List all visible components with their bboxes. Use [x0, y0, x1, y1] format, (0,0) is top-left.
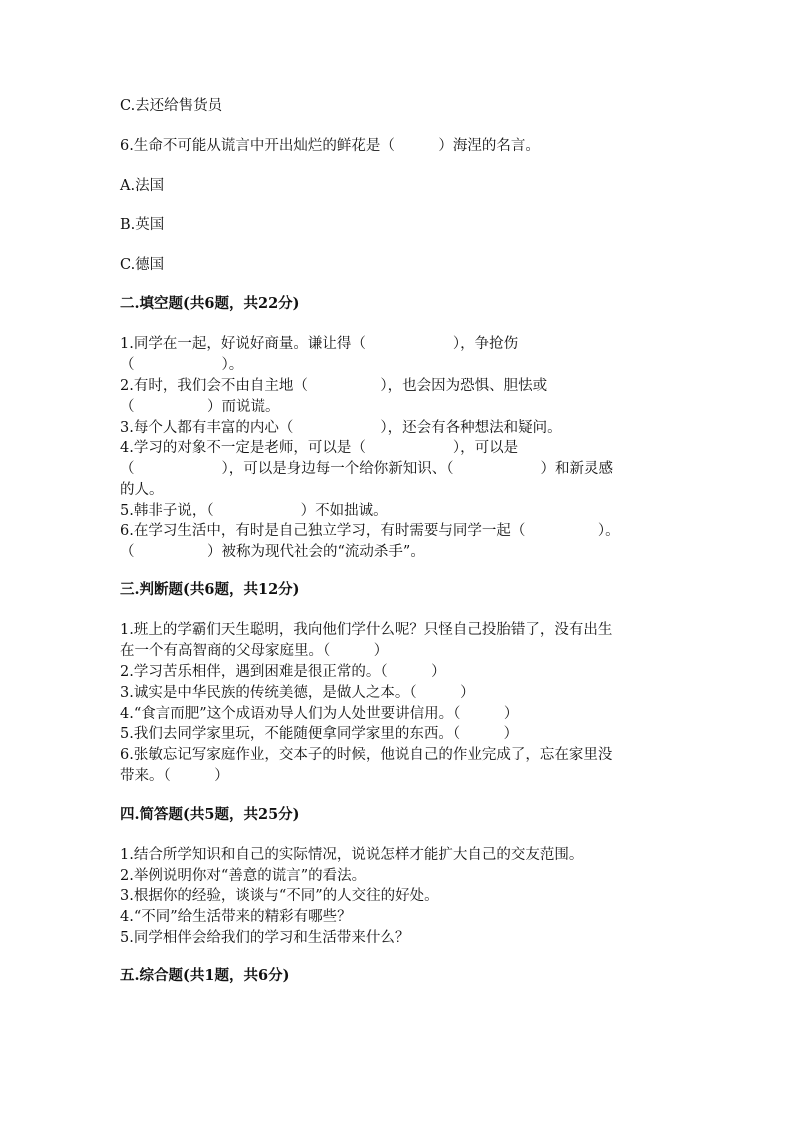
short-answer-line: 4.“不同”给生活带来的精彩有哪些？ — [120, 909, 352, 925]
true-false-line: 4.“食言而肥”这个成语劝导人们为人处世要讲信用。（ ） — [120, 706, 519, 722]
choice-q5-option-c: C.去还给售货员 — [120, 98, 223, 114]
true-false-line: 1.班上的学霸们天生聪明，我向他们学什么呢？只怪自己投胎错了，没有出生 — [120, 622, 613, 638]
choice-q6-option-c: C.德国 — [120, 257, 165, 273]
fill-blank-line: 5.韩非子说，（ ）不如拙诚。 — [120, 503, 388, 519]
true-false-line: 带来。（ ） — [120, 768, 229, 784]
true-false-line: 2.学习苦乐相伴，遇到困难是很正常的。（ ） — [120, 664, 446, 680]
true-false-line: 6.张敏忘记写家庭作业，交本子的时候，他说自己的作业完成了，忘在家里没 — [120, 747, 613, 763]
comprehensive-heading: 五.综合题(共1题，共6分) — [120, 967, 290, 984]
short-answer-line: 2.举例说明你对“善意的谎言”的看法。 — [120, 868, 367, 884]
fill-blank-line: 4.学习的对象不一定是老师，可以是（ ），可以是 — [120, 440, 519, 456]
choice-q6-option-b: B.英国 — [120, 217, 165, 233]
fill-blank-line: （ ）被称为现代社会的“流动杀手”。 — [120, 544, 425, 560]
true-false-line: 在一个有高智商的父母家庭里。（ ） — [120, 643, 389, 659]
short-answer-line: 5.同学相伴会给我们的学习和生活带来什么？ — [120, 930, 410, 946]
choice-q6-stem: 6.生命不可能从谎言中开出灿烂的鲜花是（ ）海涅的名言。 — [120, 138, 540, 154]
fill-blank-line: （ ），可以是身边每一个给你新知识、（ ）和新灵感 — [120, 461, 613, 477]
short-answer-heading: 四.简答题(共5题，共25分) — [120, 806, 300, 823]
fill-blank-line: （ ）而说谎。 — [120, 399, 280, 415]
fill-blank-line: （ ）。 — [120, 357, 244, 373]
true-false-line: 5.我们去同学家里玩，不能随便拿同学家里的东西。（ ） — [120, 726, 519, 742]
fill-blank-line: 的人。 — [120, 482, 164, 498]
true-false-heading: 三.判断题(共6题，共12分) — [120, 581, 300, 598]
true-false-line: 3.诚实是中华民族的传统美德，是做人之本。（ ） — [120, 685, 475, 701]
fill-blank-heading: 二.填空题(共6题，共22分) — [120, 295, 300, 312]
short-answer-line: 1.结合所学知识和自己的实际情况，说说怎样才能扩大自己的交友范围。 — [120, 847, 584, 863]
fill-blank-line: 1.同学在一起，好说好商量。谦让得（ ），争抢伤 — [120, 336, 519, 352]
choice-q6-option-a: A.法国 — [120, 178, 165, 194]
fill-blank-line: 2.有时，我们会不由自主地（ ），也会因为恐惧、胆怯或 — [120, 378, 548, 394]
short-answer-line: 3.根据你的经验，谈谈与“不同”的人交往的好处。 — [120, 888, 439, 904]
fill-blank-line: 6.在学习生活中，有时是自己独立学习，有时需要与同学一起（ ）。 — [120, 523, 620, 539]
fill-blank-line: 3.每个人都有丰富的内心（ ），还会有各种想法和疑问。 — [120, 420, 562, 436]
